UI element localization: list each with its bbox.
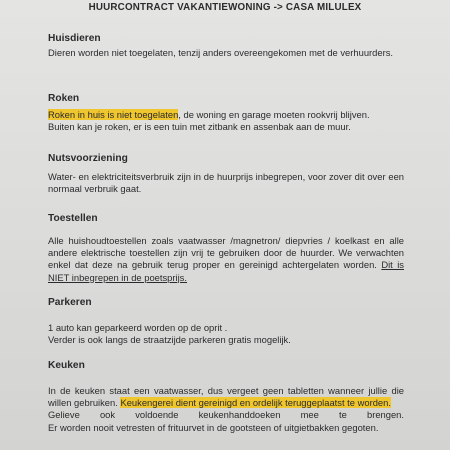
document-title: HUURCONTRACT VAKANTIEWONING -> CASA MILULEX xyxy=(88,2,362,13)
text-toestellen xyxy=(48,235,404,284)
text-keuken-last: Er worden nooit vetresten of frituurvet in de gootsteen of uitgietbakken gegoten. xyxy=(48,421,379,433)
text-keuken-before: In de keuken staat een vaatwasser, dus vergeet geen tabletten wanneer jullie die willen gebruiken. xyxy=(48,385,404,409)
heading-huisdieren: Huisdieren xyxy=(48,33,101,44)
text-huisdieren: Dieren worden niet toegelaten, tenzij anders overeengekomen met de verhuurders. xyxy=(48,47,393,58)
text-parkeren-line2: Verder is ook langs de straatzijde parkeren gratis mogelijk. xyxy=(48,334,291,346)
text-toestellen-body: Alle huishoudtoestellen zoals vaatwasser /magnetron/ diepvries / koelkast en alle andere elektrische toestellen zijn vrij te gebruiken door de huurder. We verwachten enkel dat deze na gebruik terug proper en gereinigd achtergelaten worden. xyxy=(48,235,404,271)
text-roken-line2: Buiten kan je roken, er is een tuin met zitbank en assenbak aan de muur. xyxy=(48,121,351,133)
heading-parkeren: Parkeren xyxy=(48,297,92,308)
text-nutsvoorziening: Water- en elektriciteitsverbruik zijn in de huurprijs inbegrepen, voor zover dit over een normaal verbruik gaat. xyxy=(48,171,404,195)
text-roken-after: , de woning en garage moeten rookvrij blijven. xyxy=(178,109,370,120)
highlight-roken: Roken in huis is niet toegelaten xyxy=(48,109,179,120)
text-keuken-gelieve: Gelieve ook voldoende keukenhanddoeken mee te brengen. xyxy=(48,409,404,421)
heading-roken: Roken xyxy=(48,93,80,104)
text-parkeren-line1: 1 auto kan geparkeerd worden op de oprit . xyxy=(48,322,228,333)
heading-nutsvoorziening: Nutsvoorziening xyxy=(48,153,128,164)
heading-toestellen: Toestellen xyxy=(48,213,98,224)
text-roken xyxy=(48,109,404,133)
highlight-keuken: Keukengerei dient gereinigd en ordelijk teruggeplaatst te worden. xyxy=(120,397,391,409)
underlined-toestellen: Dit is NIET inbegrepen in de poetsprijs. xyxy=(48,259,404,283)
heading-keuken: Keuken xyxy=(48,360,85,371)
text-parkeren xyxy=(48,322,404,346)
text-keuken xyxy=(48,385,404,434)
